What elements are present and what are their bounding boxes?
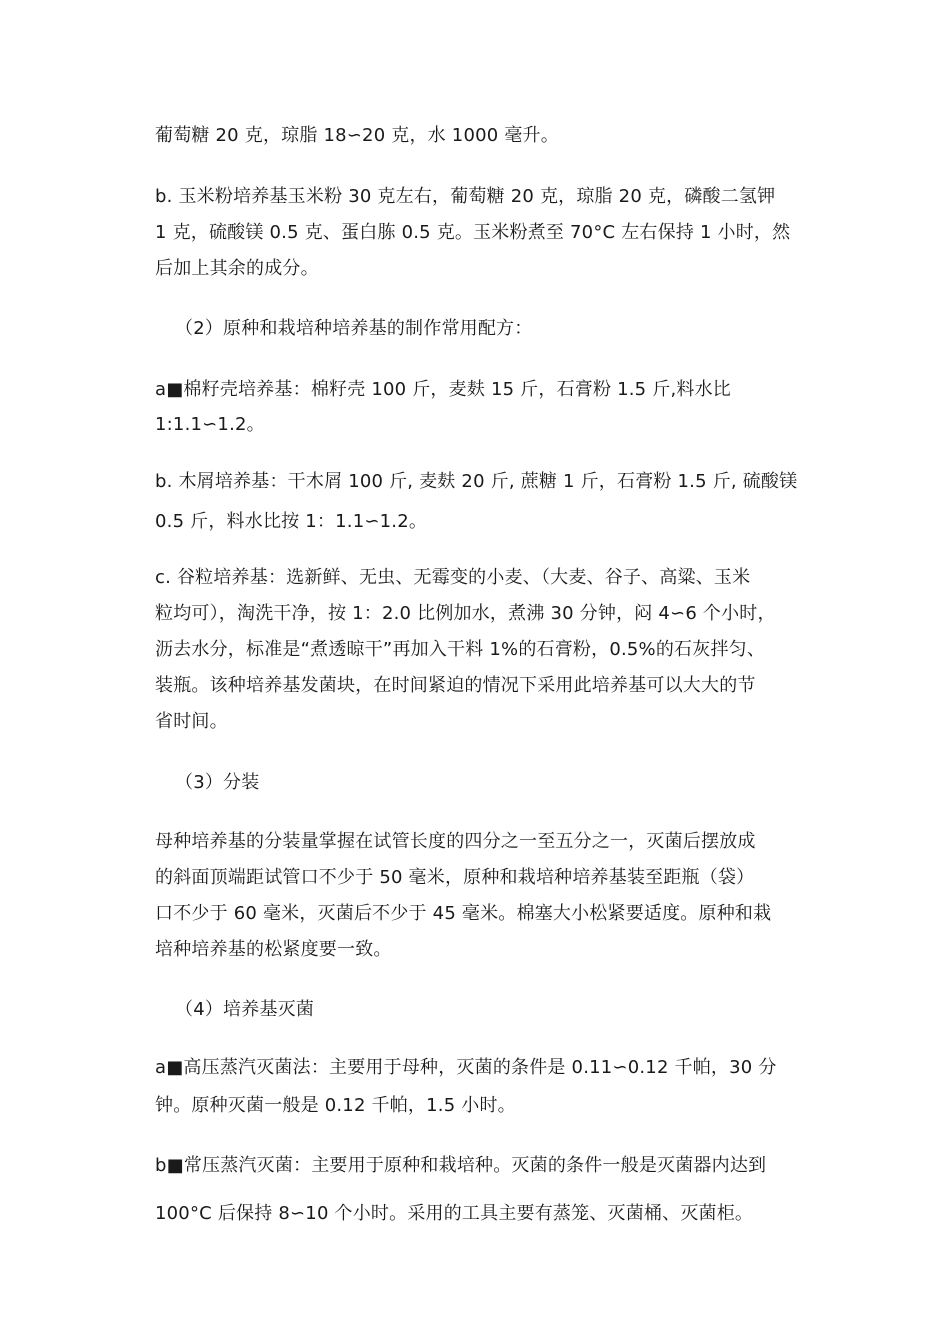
text-line: 葡萄糖 20 克，琼脂 18∽20 克，水 1000 毫升。 bbox=[155, 125, 559, 146]
text-line: 装瓶。该种培养基发菌块，在时间紧迫的情况下采用此培养基可以大大的节 bbox=[155, 675, 756, 696]
text-line: b■常压蒸汽灭菌：主要用于原种和栽培种。灭菌的条件一般是灭菌器内达到 bbox=[155, 1155, 767, 1176]
text-line: 后加上其余的成分。 bbox=[155, 258, 319, 279]
text-line: 粒均可），淘洗干净，按 1：2.0 比例加水，煮沸 30 分钟，闷 4∽6 个小时， bbox=[155, 603, 776, 624]
text-line: b. 玉米粉培养基玉米粉 30 克左右，葡萄糖 20 克，琼脂 20 克，磷酸二氢钾 bbox=[155, 186, 776, 207]
text-line: 母种培养基的分装量掌握在试管长度的四分之一至五分之一，灭菌后摆放成 bbox=[155, 831, 756, 852]
section-heading: （2）原种和栽培种培养基的制作常用配方： bbox=[175, 318, 533, 339]
section-heading: （3）分装 bbox=[175, 772, 260, 793]
text-line: 100°C 后保持 8∽10 个小时。采用的工具主要有蒸笼、灭菌桶、灭菌柜。 bbox=[155, 1203, 754, 1224]
text-line: 0.5 斤，料水比按 1：1.1∽1.2。 bbox=[155, 511, 428, 532]
text-line: 省时间。 bbox=[155, 711, 228, 732]
text-line: 的斜面顶端距试管口不少于 50 毫米，原种和栽培种培养基装至距瓶（袋） bbox=[155, 867, 755, 888]
text-line: 1 克，硫酸镁 0.5 克、蛋白胨 0.5 克。玉米粉煮至 70°C 左右保持 1 小时，然 bbox=[155, 222, 791, 243]
text-line: b. 木屑培养基：干木屑 100 斤, 麦麸 20 斤, 蔗糖 1 斤，石膏粉 1.5 斤, 硫酸镁 bbox=[155, 471, 798, 492]
text-line: 沥去水分，标准是“煮透晾干”再加入干料 1%的石膏粉，0.5%的石灰拌匀、 bbox=[155, 639, 766, 660]
text-line: 1:1.1∽1.2。 bbox=[155, 414, 265, 435]
text-line: 培种培养基的松紧度要一致。 bbox=[155, 939, 392, 960]
section-heading: （4）培养基灭菌 bbox=[175, 999, 315, 1020]
text-line: 钟。原种灭菌一般是 0.12 千帕，1.5 小时。 bbox=[155, 1095, 516, 1116]
text-line: a■高压蒸汽灭菌法：主要用于母种，灭菌的条件是 0.11∽0.12 千帕，30 分 bbox=[155, 1057, 777, 1078]
text-line: 口不少于 60 毫米，灭菌后不少于 45 毫米。棉塞大小松紧要适度。原种和栽 bbox=[155, 903, 772, 924]
text-line: a■棉籽壳培养基：棉籽壳 100 斤，麦麸 15 斤，石膏粉 1.5 斤,料水比 bbox=[155, 379, 731, 400]
text-line: c. 谷粒培养基：选新鲜、无虫、无霉变的小麦、（大麦、谷子、高粱、玉米 bbox=[155, 567, 751, 588]
